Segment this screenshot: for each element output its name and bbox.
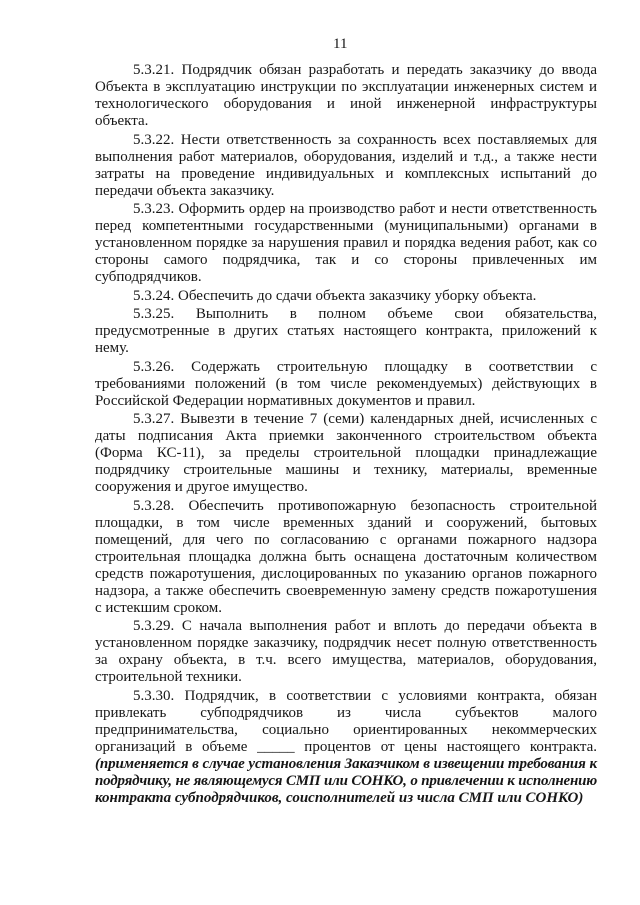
clause-paragraph	[95, 498, 597, 617]
text-line: предусмотренные в других статьях настоящего контракта, приложений к	[95, 323, 597, 339]
document-body	[95, 62, 597, 807]
text-line: 5.3.30. Подрядчик, в соответствии с условиями контракта, обязан	[133, 687, 597, 704]
note-line: подрядчику, не являющемуся СМП или СОНКО, о привлечении к исполнению	[95, 772, 597, 789]
clause-paragraph	[95, 359, 597, 410]
text-line: строительная площадка должна быть оснащена достаточным количеством	[95, 548, 597, 565]
text-line: Российской Федерации нормативных документов и правил.	[95, 392, 476, 409]
text-line: сооружения и другое имущество.	[95, 479, 308, 495]
text-line: 5.3.29. С начала выполнения работ и вплоть до передачи объекта в	[133, 618, 597, 634]
note-line: контракта субподрядчиков, соисполнителей из числа СМП или СОНКО)	[95, 789, 584, 806]
note-line: (применяется в случае установления Заказчиком в извещении требования к	[95, 755, 597, 772]
text-line: за охрану объекта, в т.ч. всего имущества, материалов, оборудования,	[95, 652, 597, 668]
text-line: организаций в объеме _____ процентов от цены настоящего контракта.	[95, 738, 597, 755]
text-line: площадки, в том числе временных зданий и сооружений, бытовых	[95, 514, 597, 531]
text-line: перед компетентными государственными (муниципальными) органами в	[95, 218, 597, 234]
text-line: установленном порядке заказчику, подрядчик несет полную ответственность	[95, 635, 597, 651]
text-line: нему.	[95, 340, 129, 356]
text-line: предпринимательства, социально ориентированных некоммерческих	[95, 721, 597, 738]
clause-paragraph	[95, 306, 597, 357]
text-line: привлекать субподрядчиков из числа субъектов малого	[95, 704, 597, 721]
page-number: 11	[333, 36, 348, 52]
clause-paragraph	[95, 618, 597, 686]
text-line: 5.3.26. Содержать строительную площадку в соответствии с	[133, 358, 597, 375]
text-line: 5.3.24. Обеспечить до сдачи объекта заказчику уборку объекта.	[133, 287, 537, 304]
text-line: затраты на проведение индивидуальных и комплексных испытаний до	[95, 165, 597, 182]
text-line: с истекшим сроком.	[95, 599, 223, 616]
clause-paragraph	[95, 132, 597, 200]
text-line: надзора, а также обеспечить своевременную замену средств пожаротушения	[95, 582, 597, 599]
clause-paragraph	[95, 411, 597, 496]
text-line: строительной техники.	[95, 669, 242, 685]
text-line: технологического оборудования и иной инженерной инфраструктуры	[95, 96, 597, 112]
text-line: 5.3.27. Вывезти в течение 7 (семи) календарных дней, исчисленных с	[133, 411, 597, 427]
text-line: выполнения работ материалов, оборудования, изделий и т.д., а также нести	[95, 148, 597, 165]
text-line: передачи объекта заказчику.	[95, 182, 275, 199]
text-line: помещений, для чего по согласованию с органами пожарного надзора	[95, 531, 597, 548]
text-line: 5.3.22. Нести ответственность за сохранность всех поставляемых для	[133, 131, 597, 148]
text-line: 5.3.23. Оформить ордер на производство работ и нести ответственность	[133, 201, 597, 217]
text-line: (Форма КС-11), за пределы строительной площадки принадлежащие	[95, 445, 597, 461]
text-line: средств пожаротушения, дислоцированных по указанию органов пожарного	[95, 565, 597, 582]
text-line: 5.3.25. Выполнить в полном объеме свои обязательства,	[133, 306, 597, 322]
clause-paragraph	[95, 62, 597, 130]
text-line: стороны самого подрядчика, так и со стороны привлеченных им	[95, 252, 597, 268]
text-line: 5.3.21. Подрядчик обязан разработать и передать заказчику до ввода	[133, 62, 597, 78]
text-line: требованиями положений (в том числе рекомендуемых) действующих в	[95, 375, 597, 392]
text-line: объекта.	[95, 113, 149, 129]
text-line: даты подписания Акта приемки законченного строительством объекта	[95, 428, 597, 444]
text-line: субподрядчиков.	[95, 269, 202, 285]
clause-paragraph	[95, 688, 597, 807]
text-line: установленном порядке за нарушения правил и порядка ведения работ, как со	[95, 235, 597, 251]
text-line: Объекта в эксплуатацию инструкции по эксплуатации инженерных систем и	[95, 79, 597, 95]
text-line: 5.3.28. Обеспечить противопожарную безопасность строительной	[133, 497, 597, 514]
clause-paragraph	[95, 201, 597, 286]
text-line: подрядчику строительные машины и технику, материалы, временные	[95, 462, 597, 478]
clause-paragraph	[95, 288, 597, 305]
